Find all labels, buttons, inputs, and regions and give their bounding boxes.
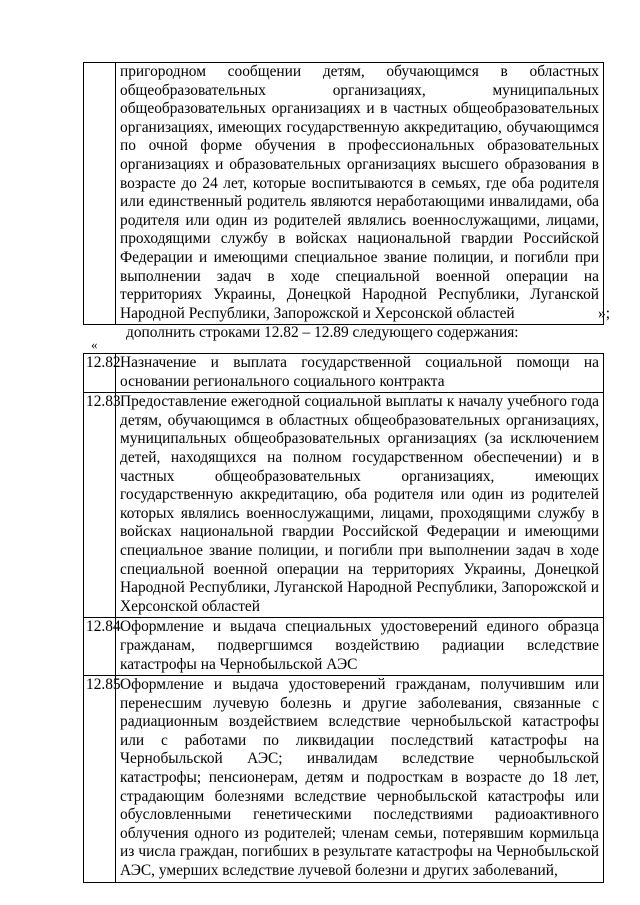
row-text-cell: Оформление и выдача специальных удостоверений единого образца гражданам, подвергшимся воздействию радиации вследствие катастрофы на Чернобыльской АЭС (116, 618, 604, 676)
table-row (84, 393, 604, 618)
new-rows-table (83, 353, 604, 883)
row-number-cell: 12.83 (84, 393, 116, 618)
row-text-cell: пригородном сообщении детям, обучающимся в областных общеобразовательных организациях, муниципальных общеобразовательных организациях и в частных общеобразовательных организациях, имеющих государственную аккредитацию, обучающимся по очной форме обучения в профессиональных образовательных организациях и образовательных организациях высшего образования в возрасте до 24 лет, которые воспитываются в семьях, где оба родителя или единственный родитель являются неработающими инвалидами, оба родителя или один из родителей являлись военнослужащими, лицами, проходящими службу в войсках национальной гвардии Российской Федерации и имеющими специальное звание полиции, и погибли при выполнении задач в ходе специальной военной операции на территориях Украины, Донецкой Народной Республики, Луганской Народной Республики, Запорожской и Херсонской областей (116, 63, 604, 325)
row-number-cell (84, 63, 116, 325)
row-text-cell: Оформление и выдача удостоверений гражданам, получившим или перенесшим лучевую болезнь и другие заболевания, связанные с радиационным воздействием вследствие чернобыльской катастрофы или с работами по ликвидации последствий катастрофы на Чернобыльской АЭС; инвалидам вследствие чернобыльской катастрофы; пенсионерам, детям и подросткам в возрасте до 18 лет, страдающим болезнями вследствие чернобыльской катастрофы или обусловленными генетическими последствиями радиоактивного облучения одного из родителей; членам семьи, потерявшим кормильца из числа граждан, погибших в результате катастрофы на Чернобыльской АЭС, умерших вследствие лучевой болезни и других заболеваний, (116, 676, 604, 883)
closing-quote-mark: »; (598, 305, 610, 322)
table-row (84, 618, 604, 676)
opening-quote-mark: « (91, 337, 98, 352)
row-number-cell: 12.84 (84, 618, 116, 676)
row-number-cell: 12.85 (84, 676, 116, 883)
table-row (84, 354, 604, 393)
amendment-intro-text: дополнить строками 12.82 – 12.89 следующего содержания: (126, 324, 519, 341)
row-number-cell: 12.82 (84, 354, 116, 393)
table-row (84, 63, 604, 325)
row-text-cell: Назначение и выплата государственной социальной помощи на основании регионального социального контракта (116, 354, 604, 393)
row-text-cell: Предоставление ежегодной социальной выплаты к началу учебного года детям, обучающимся в областных общеобразовательных организациях, муниципальных общеобразовательных организациях (за исключением детей, находящихся на полном государственном обеспечении) и в частных общеобразовательных организациях, имеющих государственную аккредитацию, оба родителя или один из родителей которых являлись военнослужащими, лицами, проходящими службу в войсках национальной гвардии Российской Федерации и имеющими специальное звание полиции, и погибли при выполнении задач в ходе специальной военной операции на территориях Украины, Донецкой Народной Республики, Луганской Народной Республики, Запорожской и Херсонской областей (116, 393, 604, 618)
previous-table-continuation (83, 62, 604, 325)
table-row (84, 676, 604, 883)
